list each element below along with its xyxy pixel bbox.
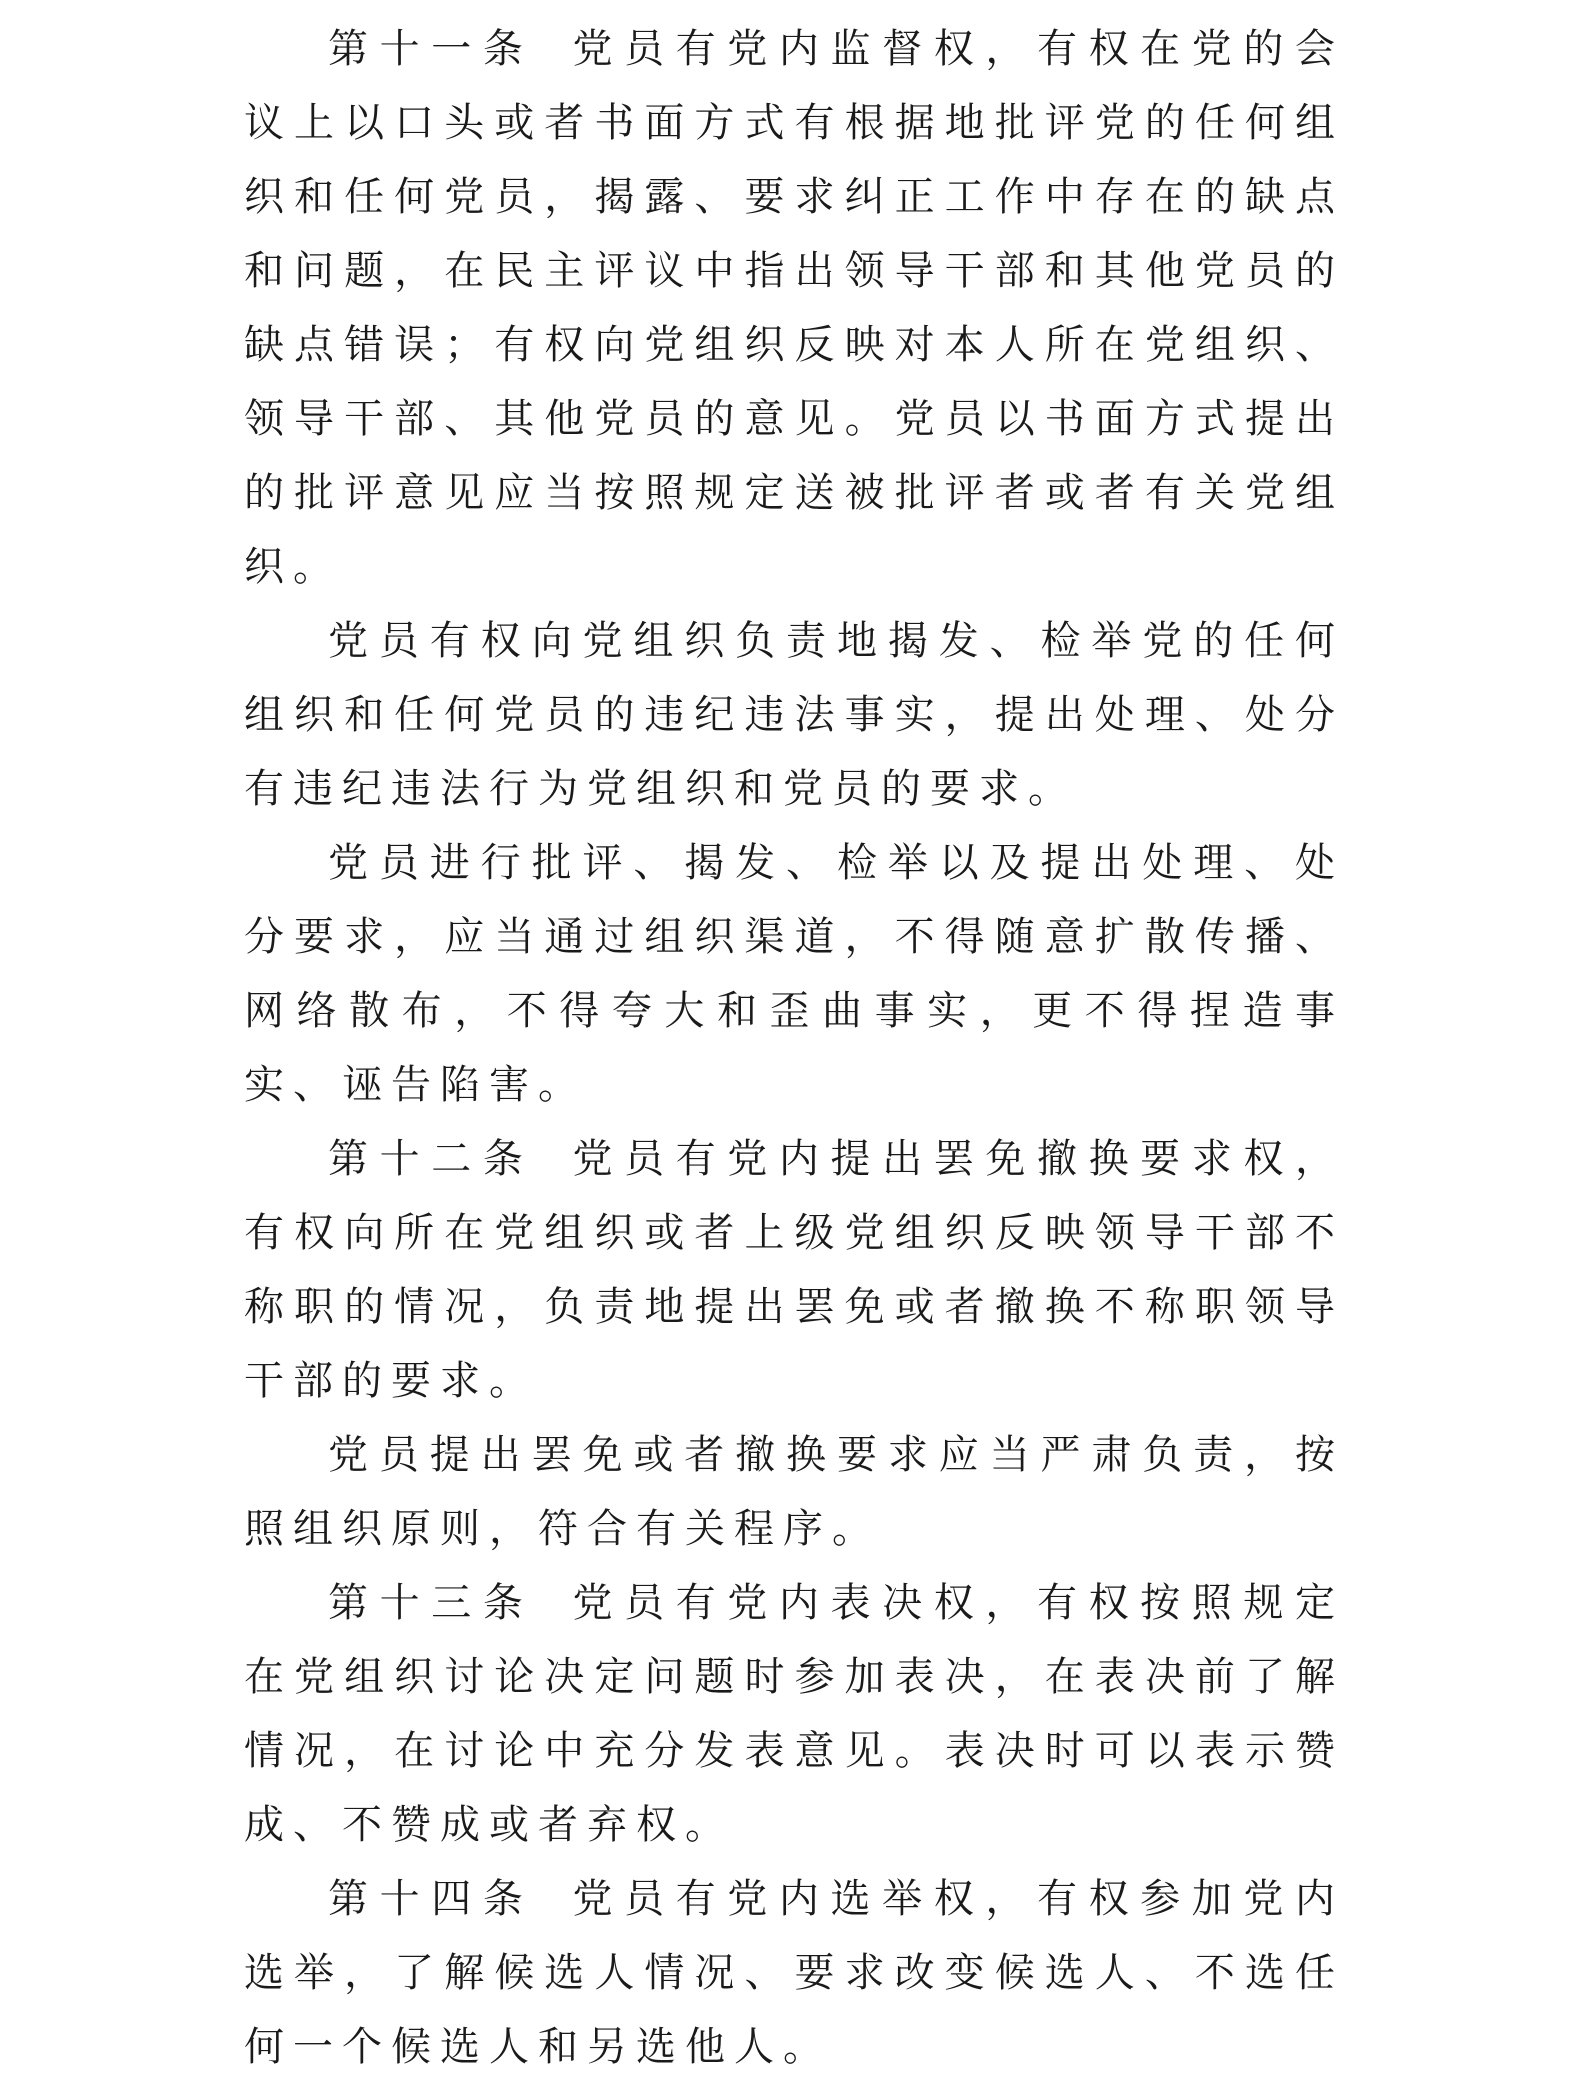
paragraph-article-11	[244, 12, 1344, 604]
paragraph-article-11-report	[244, 604, 1344, 826]
article-heading: 第十四条	[328, 1876, 535, 1922]
paragraph-article-12-procedure	[244, 1418, 1344, 1566]
document-body	[244, 12, 1344, 2084]
paragraph-text: 党员有权向党组织负责地揭发、检举党的任何组织和任何党员的违纪违法事实，提出处理、处分有违纪违法行为党组织和党员的要求。	[244, 618, 1344, 812]
article-heading: 第十一条	[328, 26, 535, 72]
article-heading: 第十二条	[328, 1136, 535, 1182]
paragraph-article-14	[244, 1862, 1344, 2084]
paragraph-text: 党员有党内监督权，有权在党的会议上以口头或者书面方式有根据地批评党的任何组织和任何党员，揭露、要求纠正工作中存在的缺点和问题，在民主评议中指出领导干部和其他党员的缺点错误；有权向党组织反映对本人所在党组织、领导干部、其他党员的意见。党员以书面方式提出的批评意见应当按照规定送被批评者或者有关党组织。	[244, 26, 1345, 590]
paragraph-text: 党员提出罢免或者撤换要求应当严肃负责，按照组织原则，符合有关程序。	[244, 1432, 1344, 1552]
article-heading: 第十三条	[328, 1580, 535, 1626]
paragraph-article-11-channels	[244, 826, 1344, 1122]
paragraph-text: 党员进行批评、揭发、检举以及提出处理、处分要求，应当通过组织渠道，不得随意扩散传播、网络散布，不得夸大和歪曲事实，更不得捏造事实、诬告陷害。	[244, 840, 1344, 1108]
paragraph-text: 党员有党内选举权，有权参加党内选举，了解候选人情况、要求改变候选人、不选任何一个候选人和另选他人。	[244, 1876, 1345, 2070]
paragraph-article-12	[244, 1122, 1344, 1418]
paragraph-text: 党员有党内提出罢免撤换要求权，有权向所在党组织或者上级党组织反映领导干部不称职的情况，负责地提出罢免或者撤换不称职领导干部的要求。	[244, 1136, 1345, 1404]
paragraph-article-13	[244, 1566, 1344, 1862]
paragraph-text: 党员有党内表决权，有权按照规定在党组织讨论决定问题时参加表决，在表决前了解情况，在讨论中充分发表意见。表决时可以表示赞成、不赞成或者弃权。	[244, 1580, 1345, 1848]
